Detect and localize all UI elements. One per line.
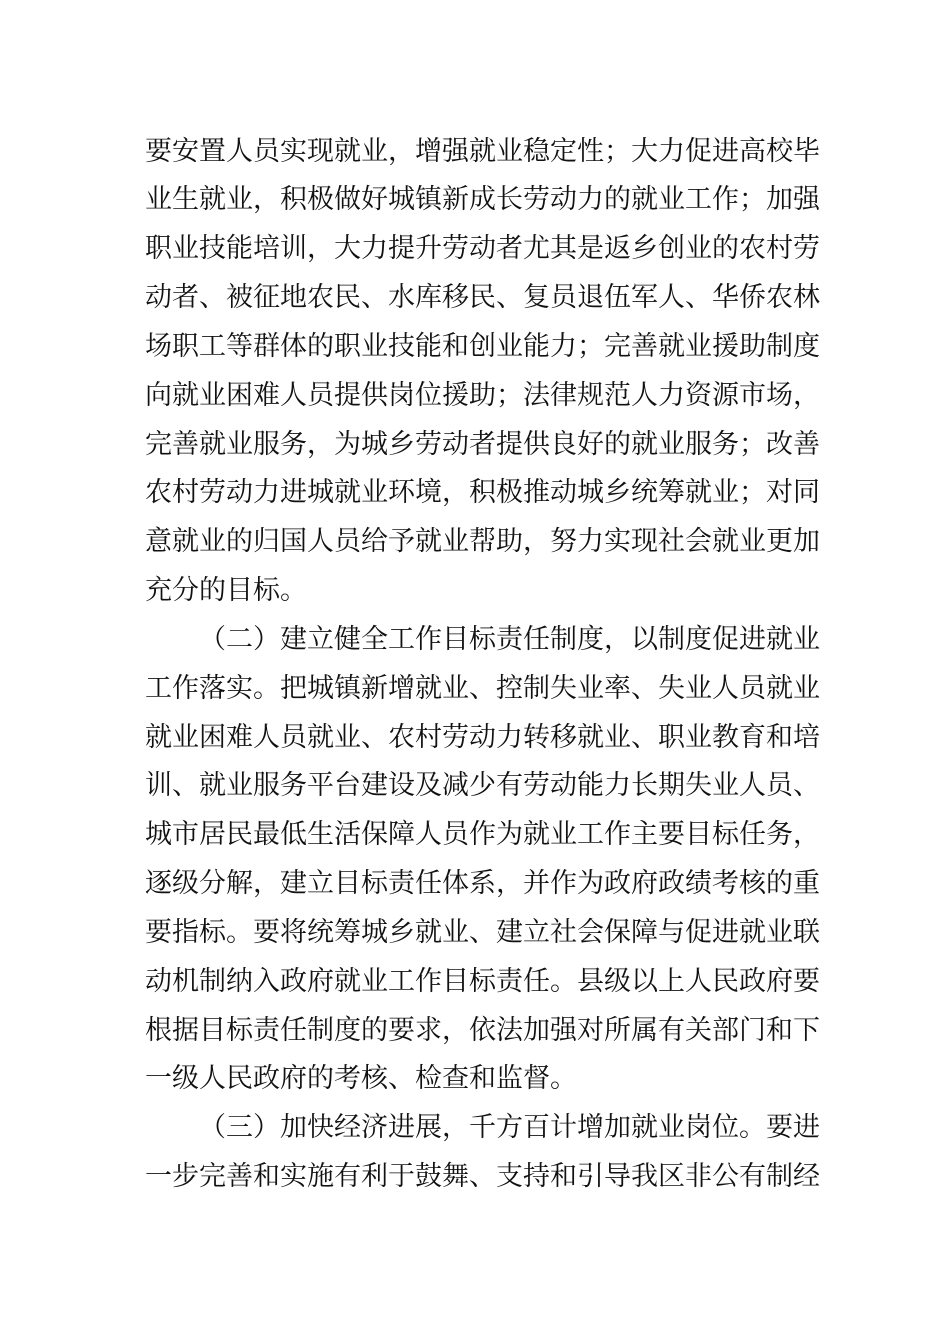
paragraph-heading-2: （二）建立健全工作目标责任制度，以制度促进就业	[199, 624, 820, 655]
paragraph-heading-3: （三）加快经济进展，千方百计增加就业岗位。要进	[199, 1112, 820, 1143]
text-line: 就业困难人员就业、农村劳动力转移就业、职业教育和培	[145, 722, 820, 753]
text-line: 意就业的归国人员给予就业帮助，努力实现社会就业更加	[145, 526, 820, 557]
text-line: 职业技能培训，大力提升劳动者尤其是返乡创业的农村劳	[145, 233, 820, 264]
text-line: 训、就业服务平台建设及减少有劳动能力长期失业人员、	[145, 770, 820, 801]
text-line: 城市居民最低生活保障人员作为就业工作主要目标任务，	[145, 819, 820, 850]
text-line: 根据目标责任制度的要求，依法加强对所属有关部门和下	[145, 1015, 820, 1046]
text-line: 要指标。要将统筹城乡就业、建立社会保障与促进就业联	[145, 917, 820, 948]
text-line: 一步完善和实施有利于鼓舞、支持和引导我区非公有制经	[145, 1161, 820, 1192]
text-line: 逐级分解，建立目标责任体系，并作为政府政绩考核的重	[145, 868, 820, 899]
text-line: 向就业困难人员提供岗位援助；法律规范人力资源市场，	[145, 380, 820, 411]
text-line: 充分的目标。	[145, 575, 307, 606]
text-line: 场职工等群体的职业技能和创业能力；完善就业援助制度	[145, 331, 820, 362]
text-line: 工作落实。把城镇新增就业、控制失业率、失业人员就业	[145, 673, 820, 704]
text-line: 动机制纳入政府就业工作目标责任。县级以上人民政府要	[145, 966, 820, 997]
text-line: 业生就业，积极做好城镇新成长劳动力的就业工作；加强	[145, 184, 820, 215]
text-line: 农村劳动力进城就业环境，积极推动城乡统筹就业；对同	[145, 477, 820, 508]
text-line: 完善就业服务，为城乡劳动者提供良好的就业服务；改善	[145, 429, 820, 460]
text-line: 一级人民政府的考核、检查和监督。	[145, 1063, 577, 1094]
text-line: 要安置人员实现就业，增强就业稳定性；大力促进高校毕	[145, 136, 820, 167]
text-line: 动者、被征地农民、水库移民、复员退伍军人、华侨农林	[145, 282, 820, 313]
